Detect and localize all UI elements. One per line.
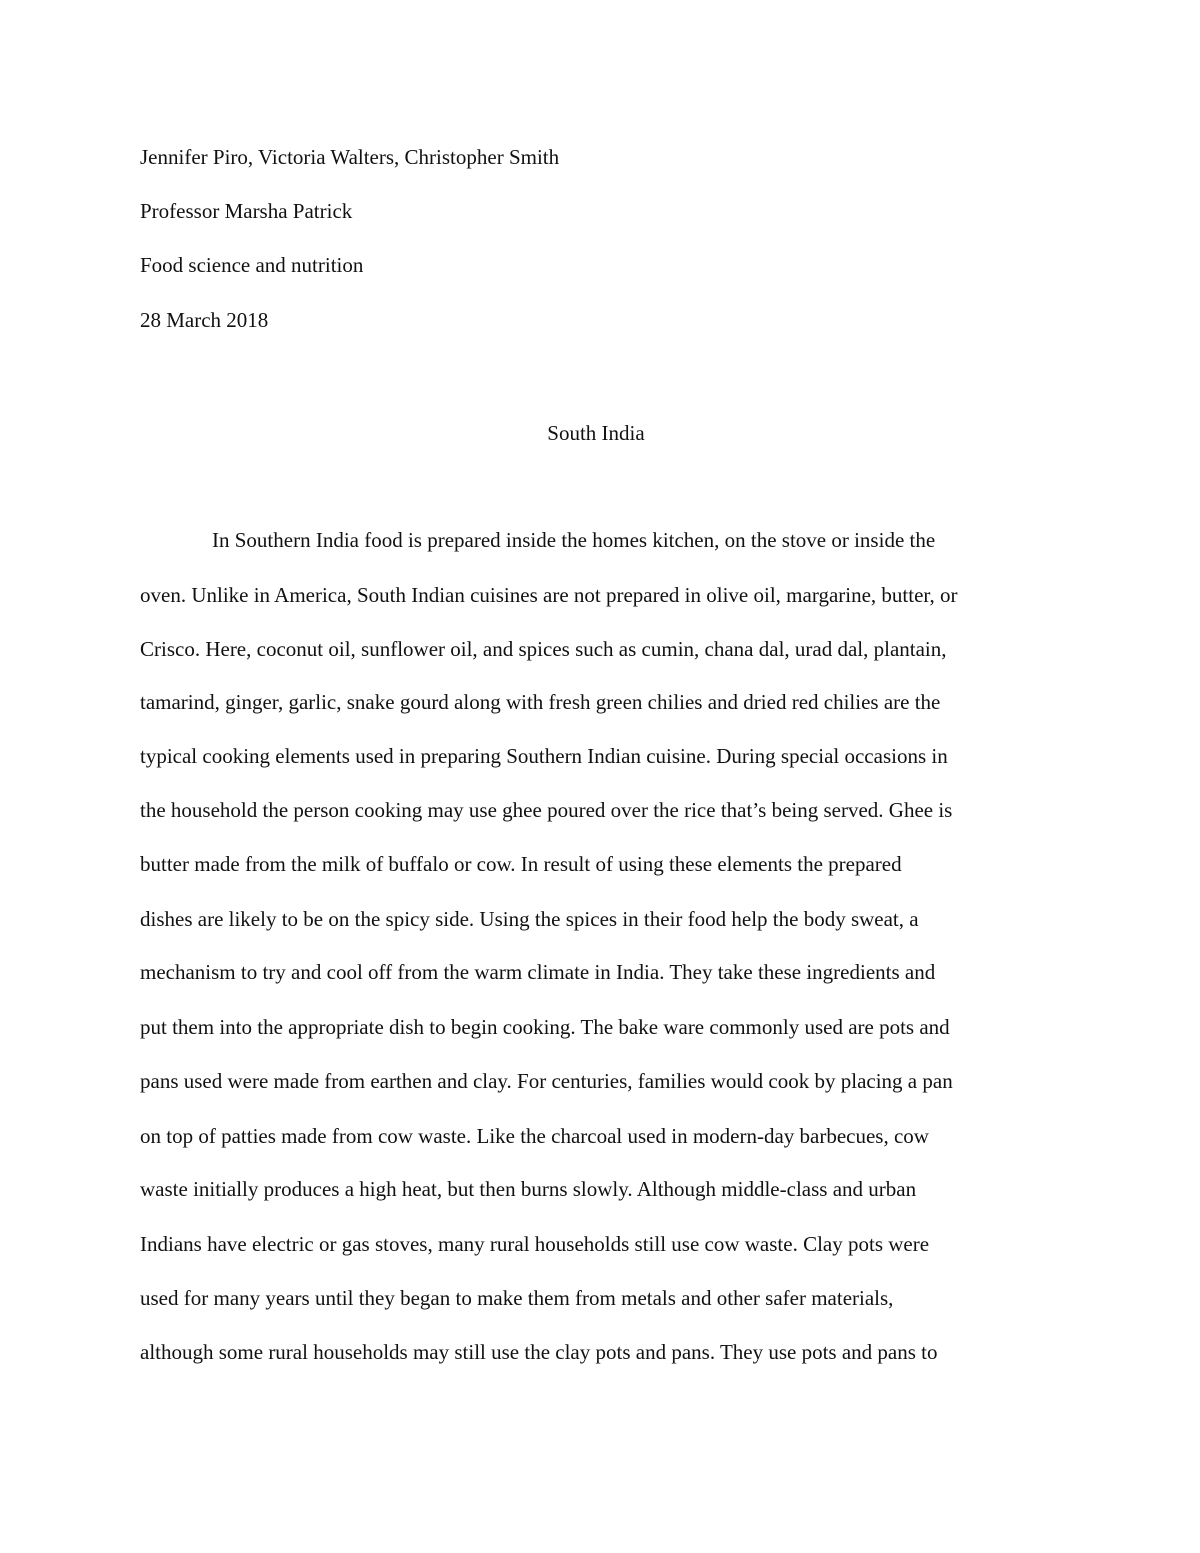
body-line: waste initially produces a high heat, but then burns slowly. Although middle-class and urban	[140, 1177, 917, 1201]
body-line: pans used were made from earthen and clay. For centuries, families would cook by placing a pan	[140, 1069, 953, 1093]
professor-name: Professor Marsha Patrick	[140, 199, 353, 223]
course-name: Food science and nutrition	[140, 253, 364, 277]
body-line: put them into the appropriate dish to begin cooking. The bake ware commonly used are pots and	[140, 1015, 950, 1039]
body-line: on top of patties made from cow waste. Like the charcoal used in modern-day barbecues, cow	[140, 1124, 929, 1148]
document-date: 28 March 2018	[140, 308, 269, 332]
body-line: Crisco. Here, coconut oil, sunflower oil, and spices such as cumin, chana dal, urad dal, plantain,	[140, 637, 947, 661]
body-line: mechanism to try and cool off from the warm climate in India. They take these ingredients and	[140, 960, 936, 984]
body-line: used for many years until they began to make them from metals and other safer materials,	[140, 1286, 894, 1310]
body-line: oven. Unlike in America, South Indian cuisines are not prepared in olive oil, margarine, butter, or	[140, 583, 958, 607]
author-names: Jennifer Piro, Victoria Walters, Christopher Smith	[140, 145, 560, 169]
body-line: although some rural households may still use the clay pots and pans. They use pots and pans to	[140, 1340, 938, 1364]
body-line: butter made from the milk of buffalo or cow. In result of using these elements the prepared	[140, 852, 902, 876]
body-line: Indians have electric or gas stoves, many rural households still use cow waste. Clay pots were	[140, 1232, 930, 1256]
body-line: dishes are likely to be on the spicy side. Using the spices in their food help the body sweat, a	[140, 907, 919, 931]
body-line: typical cooking elements used in preparing Southern Indian cuisine. During special occasions in	[140, 744, 948, 768]
body-line: tamarind, ginger, garlic, snake gourd along with fresh green chilies and dried red chilies are the	[140, 690, 941, 714]
document-title: South India	[547, 421, 645, 445]
body-line: the household the person cooking may use ghee poured over the rice that’s being served. Ghee is	[140, 798, 953, 822]
body-line: In Southern India food is prepared inside the homes kitchen, on the stove or inside the	[212, 528, 936, 552]
